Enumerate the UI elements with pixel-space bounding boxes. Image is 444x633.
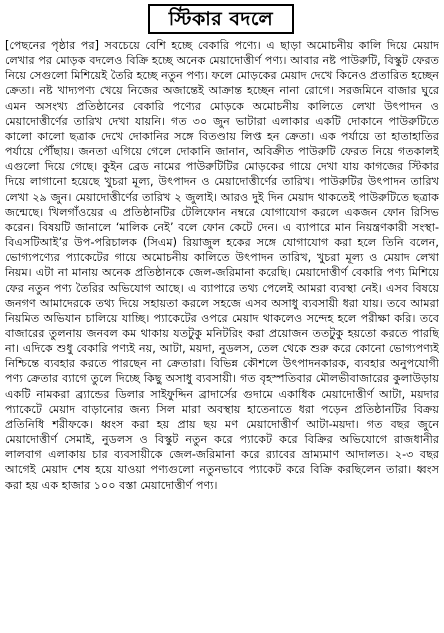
article-text: [পেছনের পৃষ্ঠার পর] সবচেয়ে বেশি হচ্ছে বেকারি পণ্যে। এ ছাড়া অমোচনীয় কালি দিয়ে মেয়াদ লেখার পর মোড়ক বদলেও বিক্রি হচ্ছে অনেক মেয়াদোত্তীর্ণ পণ্য। আবার নষ্ট পাউরুটি, বিস্কুট ফেরত নিয়ে সেগুলো মিশিয়েই তৈরি হচ্ছে নতুন পণ্য। ফলে মোড়কের মেয়াদ দেখে কিনেও প্রতারিত হচ্ছেন ক্রেতা। নষ্ট খাদ্যপণ্য খেয়ে নিজের অজান্তেই আক্রান্ত হচ্ছেন নানা রোগে। সরজমিনে বাজার ঘুরে এমন অসংখ্য প্রতিষ্ঠানের বেকারি পণ্যের মোড়কে অমোচনীয় কালিতে লেখা উৎপাদন ও মেয়াদোত্তীর্ণের তারিখ দেখা যায়নি। গত ৩০ জুন ভাটারা এলাকার একটি দোকানে পাউরুটিতে কালো কালো ছত্রাক দেখে দোকানির সঙ্গে বিতণ্ডায় লিপ্ত হন ক্রেতা। এক পর্যায়ে তা হাতাহাতির পর্যায়ে পৌঁছায়। জনতা এগিয়ে গেলে দোকানি জানান, অবিক্রীত পাউরুটি ফেরত নিয়ে গতকালই এগুলো দিয়ে গেছে। কুইন ব্রেড নামের পাউরুটিটির মোড়কের গায়ে দেখা যায় কাগজের স্টিকার দিয়ে লাগানো হয়েছে খুচরা মূল্য, উৎপাদন ও মেয়াদোত্তীর্ণের তারিখ। পাউরুটির উৎপাদন তারিখ লেখা ২৯ জুন। মেয়াদোত্তীর্ণের তারিখ ২ জুলাই। আরও দুই দিন মেয়াদ থাকতেই পাউরুটিতে ছত্রাক জন্মেছে। খিলগাঁওয়ের এ প্রতিষ্ঠানটির টেলিফোন নম্বরে যোগাযোগ করলে একজন ফোন রিসিভ করেন। বিষয়টি জানালে ‘মালিক নেই’ বলে ফোন কেটে দেন। এ ব্যাপারে মান নিয়ন্ত্রণকারী সংস্থা- বিএসটিআই’র উপ-পরিচালক (সিএম) রিয়াজুল হকের সঙ্গে যোগাযোগ করা হলে তিনি বলেন, ভোগ্যপণ্যের প্যাকেটের গায়ে অমোচনীয় কালিতে উৎপাদন তারিখ, খুচরা মূল্য ও মেয়াদ লেখা নিয়ম। এটা না মানায় অনেক প্রতিষ্ঠানকে জেল-জরিমানা করেছি। মেয়াদোত্তীর্ণ বেকারি পণ্য মিশিয়ে ফের নতুন পণ্য তৈরির অভিযোগ আছে। এ ব্যাপারে তথ্য পেলেই আমরা ব্যবস্থা নেই। এসব বিষয়ে জনগণ আমাদেরকে তথ্য দিয়ে সহায়তা করলে সহজে এসব অসাধু ব্যবসায়ী ধরা যায়। তবে আমরা নিয়মিত অভিযান চালিয়ে যাচ্ছি। প্যাকেটের ওপরে মেয়াদ থাকলেও সন্দেহ হলে পরীক্ষা করি। তবে বাজারের তুলনায় জনবল কম থাকায় যতটুকু মনিটরিং করা প্রয়োজন ততটুকু হয়তো করতে পারছি না। এদিকে শুধু বেকারি পণ্যই নয়, আটা, ময়দা, নুডলস, তেল থেকে শুরু করে কোনো ভোগ্যপণ্যই নিশ্চিন্তে ব্যবহার করতে পারছেন না ক্রেতারা। বিভিন্ন কৌশলে উৎপাদনকারক, ব্যবহার অনুপযোগী পণ্য ক্রেতার ব্যাগে তুলে দিচ্ছে কিছু অসাধু ব্যবসায়ী। গত বৃহস্পতিবার মৌলভীবাজারের কুলাউড়ায় একটি নামকরা ব্র্যান্ডের ডিলার সাইফুদ্দিন ব্রাদার্সের গুদামে একাধিক মেয়াদোত্তীর্ণ আটা, ময়দার প্যাকেটে মেয়াদ বাড়ানোর জন্য সিল মারা অবস্থায় হাতেনাতে ধরা পড়েন প্রতিষ্ঠানটির বিক্রয় প্রতিনিধি শরীফকে। ধ্বংস করা হয় প্রায় ছয় মণ মেয়াদোত্তীর্ণ আটা-ময়দা। গত বছর জুনে মেয়াদোত্তীর্ণ সেমাই, নুডলস ও বিস্কুট নতুন করে প্যাকেট করে বিক্রির অভিযোগে রাজধানীর লালবাগ এলাকায় চার ব্যবসায়ীকে জেল-জরিমানা করে র‌্যাবের ভ্রাম্যমাণ আদালত। ২-৩ বছর আগেই মেয়াদ শেষ হয়ে যাওয়া পণ্যগুলো নতুনভাবে প্যাকেট করে বিক্রি করছিলেন তারা। ধ্বংস করা হয় এক হাজার ১০০ বস্তা মেয়াদোত্তীর্ণ পণ্য। [5, 39, 439, 492]
article-body [5, 38, 439, 628]
headline-box: স্টিকার বদলে [148, 4, 294, 34]
